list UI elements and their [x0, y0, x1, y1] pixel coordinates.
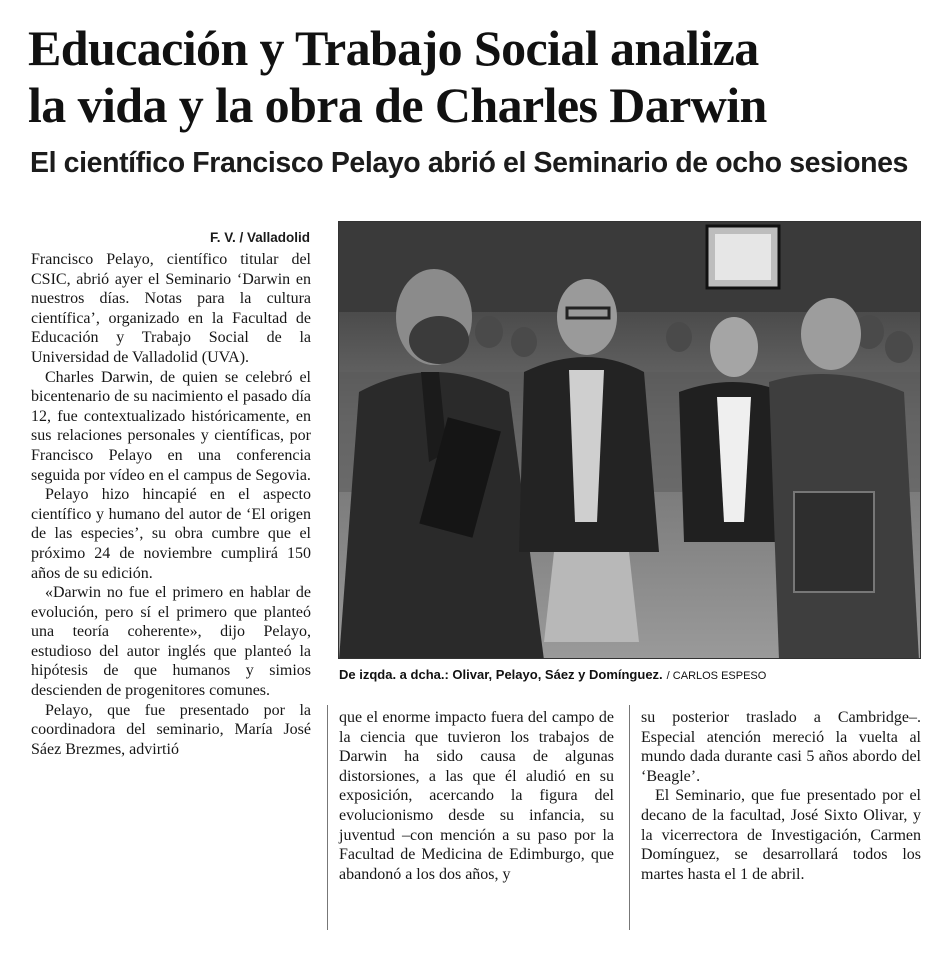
photo-illustration — [339, 222, 921, 659]
headline — [28, 20, 928, 134]
headline-line-1: Educación y Trabajo Social analiza — [28, 20, 759, 76]
paragraph: su posterior traslado a Cambridge–. Especial atención mereció la vuelta al mundo dada durante casi 5 años abordo del ‘Beagle’. — [641, 709, 921, 785]
paragraph: Pelayo hizo hincapié en el aspecto científico y humano del autor de ‘El origen de las especies’, su obra cumbre que el próximo 24 de noviembre cumplirá 150 años de su edición. — [31, 486, 311, 582]
column-divider — [629, 705, 630, 930]
paragraph: que el enorme impacto fuera del campo de la ciencia que tuvieron los trabajos de Darwin ha sido causa de algunas distorsiones, a las que él aludió en su exposición, acercando la figura del evolucionismo desde su infancia, su juventud –con mención a su paso por la Facultad de Medicina de Edimburgo, que abandonó a los dos años, y — [339, 709, 614, 883]
paragraph: Charles Darwin, de quien se celebró el bicentenario de su nacimiento el pasado día 12, fue contextualizado históricamente, en sus relaciones personales y científicas, por Francisco Pelayo en una conferencia seguida por vídeo en el campus de Segovia. — [31, 368, 311, 484]
news-photo — [338, 221, 921, 659]
text-column-2 — [339, 708, 614, 884]
caption-names: De izqda. a dcha.: Olivar, Pelayo, Sáez y Domínguez. — [339, 667, 663, 682]
column-divider — [327, 705, 328, 930]
paragraph: Pelayo, que fue presentado por la coordinadora del seminario, María José Sáez Brezmes, advirtió — [31, 701, 311, 758]
paragraph: Francisco Pelayo, científico titular del CSIC, abrió ayer el Seminario ‘Darwin en nuestros días. Notas para la cultura científica’, organizado en la Facultad de Educación y Trabajo Social de la Universidad de Valladolid (UVA). — [31, 251, 311, 366]
subheadline: El científico Francisco Pelayo abrió el Seminario de ocho sesiones — [30, 147, 908, 179]
text-column-1 — [31, 250, 311, 759]
text-column-3 — [641, 708, 921, 884]
headline-line-2: la vida y la obra de Charles Darwin — [28, 77, 767, 133]
photo-credit: / CARLOS ESPESO — [666, 670, 767, 682]
paragraph: «Darwin no fue el primero en hablar de evolución, pero sí el primero que planteó una teoría coherente», dijo Pelayo, estudioso del autor inglés que planteó la hipótesis de que humanos y simios descienden de progenitores comunes. — [31, 584, 311, 700]
paragraph: El Seminario, que fue presentado por el decano de la facultad, José Sixto Olivar, y la vicerrectora de Investigación, Carmen Domínguez, se desarrollará todos los martes hasta el 1 de abril. — [641, 787, 921, 883]
byline: F. V. / Valladolid — [209, 230, 310, 245]
photo-caption — [339, 667, 929, 682]
